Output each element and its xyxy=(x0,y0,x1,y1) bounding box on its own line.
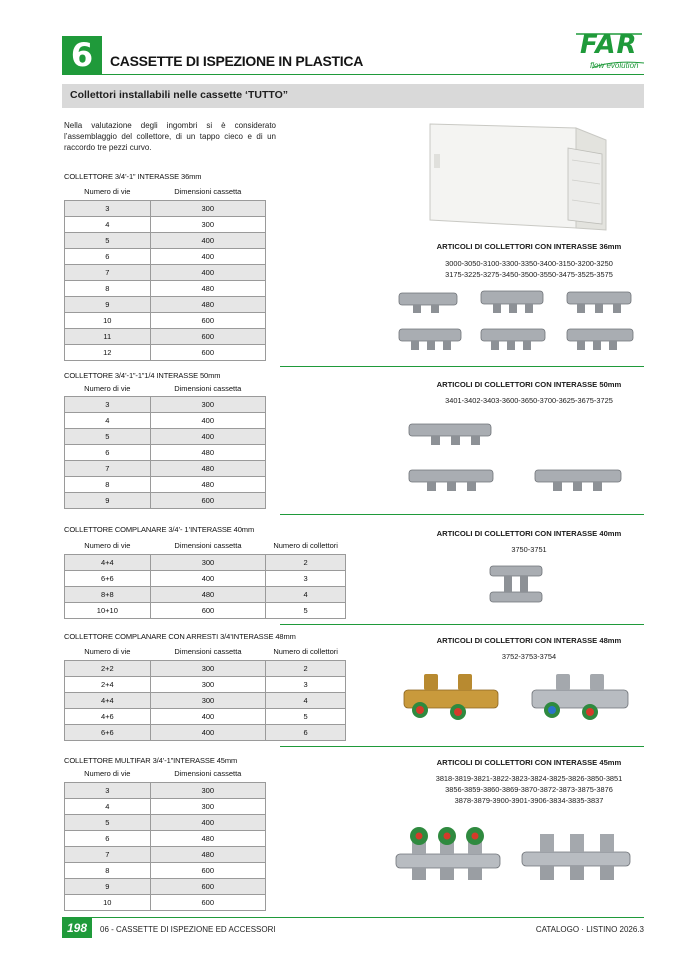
manifold-icon xyxy=(567,292,631,313)
page-title: CASSETTE DI ISPEZIONE IN PLASTICA xyxy=(110,53,364,69)
manifold-icon xyxy=(481,329,545,350)
articles-36mm-codes-line-2: 3175-3225-3275-3450-3500-3550-3475-3525-3575 xyxy=(445,270,613,279)
table-row: 6+6 400 6 xyxy=(65,724,346,740)
table-row: 5 400 xyxy=(65,232,266,248)
intro-paragraph: Nella valutazione degli ingombri si è considerato l’assemblaggio del collettore, di un tappo cieco e di un raccordo tre pezzi curvo. xyxy=(64,121,276,152)
table-row: 6 480 xyxy=(65,830,266,846)
manifold-48mm-images xyxy=(400,668,640,730)
table-row: 6 480 xyxy=(65,444,266,460)
manifold-icon xyxy=(399,293,457,313)
table-row: 2+2 300 2 xyxy=(65,660,346,676)
column-header: Dimensioni cassetta xyxy=(174,769,242,779)
articles-50mm-codes: 3401-3402-3403-3600-3650-3700-3625-3675-3725 xyxy=(445,396,613,405)
table-48mm-caption: COLLETTORE COMPLANARE CON ARRESTI 3/4’INTERASSE 48mm xyxy=(64,632,296,641)
table-row: 11 600 xyxy=(65,328,266,344)
column-header: Numero di collettori xyxy=(273,541,338,551)
brass-manifold-icon xyxy=(404,674,498,720)
table-row: 12 600 xyxy=(65,344,266,360)
articles-36mm-title: ARTICOLI DI COLLETTORI CON INTERASSE 36mm xyxy=(436,242,622,251)
column-header: Numero di vie xyxy=(84,647,131,657)
column-header: Numero di vie xyxy=(84,769,131,779)
multifar-manifold-icon xyxy=(522,834,630,880)
section-divider xyxy=(280,514,644,515)
table-row: 3 300 xyxy=(65,200,266,216)
table-row: 8 480 xyxy=(65,476,266,492)
table-45mm-caption: COLLETTORE MULTIFAR 3/4’-1”INTERASSE 45mm xyxy=(64,756,238,765)
table-row: 4 400 xyxy=(65,412,266,428)
manifold-icon xyxy=(490,566,542,602)
table-row: 4+4 300 4 xyxy=(65,692,346,708)
table-row: 3 300 xyxy=(65,782,266,798)
manifold-icon xyxy=(409,470,493,491)
table-36mm-caption: COLLETTORE 3/4’-1” INTERASSE 36mm xyxy=(64,172,202,181)
manifold-icon xyxy=(481,291,543,313)
table-40mm-caption: COLLETTORE COMPLANARE 3/4’- 1’INTERASSE 40mm xyxy=(64,525,255,534)
logo-text: FAR xyxy=(580,30,638,60)
manifold-icon xyxy=(535,470,621,491)
section-subtitle-bar xyxy=(62,84,644,108)
multifar-valve-manifold-icon xyxy=(396,827,500,880)
column-header: Dimensioni cassetta xyxy=(174,384,242,394)
footer-section-label: 06 - CASSETTE DI ISPEZIONE ED ACCESSORI xyxy=(100,925,276,934)
articles-40mm-title: ARTICOLI DI COLLETTORI CON INTERASSE 40mm xyxy=(436,529,622,538)
column-header: Dimensioni cassetta xyxy=(174,541,242,551)
column-header: Numero di vie xyxy=(84,384,131,394)
table-row: 8 600 xyxy=(65,862,266,878)
header-divider xyxy=(62,74,644,75)
logo-tagline: flow evolution xyxy=(590,61,639,70)
table-row: 9 600 xyxy=(65,492,266,508)
manifold-50mm-images xyxy=(405,418,630,496)
manifold-icon xyxy=(399,329,461,350)
table-row: 5 400 xyxy=(65,428,266,444)
articles-48mm-title: ARTICOLI DI COLLETTORI CON INTERASSE 48mm xyxy=(436,636,622,645)
table-row: 4 300 xyxy=(65,798,266,814)
column-header: Numero di vie xyxy=(84,541,131,551)
column-header: Numero di vie xyxy=(84,187,131,197)
manifold-40mm-image xyxy=(486,562,546,612)
section-subtitle: Collettori installabili nelle cassette ‘TUTTO” xyxy=(70,89,289,101)
inspection-box-image xyxy=(426,120,614,232)
footer-divider xyxy=(62,917,644,918)
column-header: Numero di collettori xyxy=(273,647,338,657)
table-48mm xyxy=(64,644,346,741)
articles-50mm-title: ARTICOLI DI COLLETTORI CON INTERASSE 50mm xyxy=(436,380,622,389)
table-50mm xyxy=(64,382,266,509)
column-header: Dimensioni cassetta xyxy=(174,647,242,657)
table-row: 8 480 xyxy=(65,280,266,296)
table-row: 10+10 600 5 xyxy=(65,602,346,618)
table-40mm xyxy=(64,538,346,619)
articles-45mm-codes-line-1: 3818-3819-3821-3822-3823-3824-3825-3826-3850-3851 xyxy=(435,774,623,783)
table-row: 8+8 480 4 xyxy=(65,586,346,602)
table-row: 6 400 xyxy=(65,248,266,264)
nickel-manifold-icon xyxy=(532,674,628,720)
section-divider xyxy=(280,746,644,747)
table-row: 4+4 300 2 xyxy=(65,554,346,570)
table-row: 6+6 400 3 xyxy=(65,570,346,586)
table-row: 10 600 xyxy=(65,894,266,910)
manifold-36mm-images xyxy=(395,287,640,357)
table-row: 9 480 xyxy=(65,296,266,312)
footer-catalog-label: CATALOGO · LISTINO 2026.3 xyxy=(535,925,644,934)
table-36mm xyxy=(64,184,266,361)
table-row: 9 600 xyxy=(65,878,266,894)
table-50mm-caption: COLLETTORE 3/4’-1”-1”1/4 INTERASSE 50mm xyxy=(64,371,221,380)
section-divider xyxy=(280,366,644,367)
section-divider xyxy=(280,624,644,625)
table-row: 4 300 xyxy=(65,216,266,232)
manifold-45mm-images xyxy=(392,824,637,886)
column-header: Dimensioni cassetta xyxy=(174,187,242,197)
manifold-icon xyxy=(567,329,633,350)
articles-40mm-codes: 3750-3751 xyxy=(511,545,547,554)
table-45mm xyxy=(64,766,266,911)
table-row: 7 480 xyxy=(65,846,266,862)
table-row: 7 480 xyxy=(65,460,266,476)
page-number: 198 xyxy=(62,918,92,938)
table-row: 4+6 400 5 xyxy=(65,708,346,724)
table-row: 5 400 xyxy=(65,814,266,830)
articles-45mm-codes-line-2: 3856-3859-3860-3869-3870-3872-3873-3875-3876 xyxy=(445,785,613,794)
articles-36mm-codes-line-1: 3000-3050-3100-3300-3350-3400-3150-3200-3250 xyxy=(445,259,613,268)
chapter-number-badge: 6 xyxy=(62,36,102,74)
table-row: 2+4 300 3 xyxy=(65,676,346,692)
table-row: 10 600 xyxy=(65,312,266,328)
articles-48mm-codes: 3752-3753-3754 xyxy=(501,652,557,661)
table-row: 7 400 xyxy=(65,264,266,280)
manifold-icon xyxy=(409,424,491,445)
table-row: 3 300 xyxy=(65,396,266,412)
articles-45mm-codes-line-3: 3878-3879-3900-3901-3906-3834-3835-3837 xyxy=(454,796,604,805)
articles-45mm-title: ARTICOLI DI COLLETTORI CON INTERASSE 45mm xyxy=(436,758,622,767)
